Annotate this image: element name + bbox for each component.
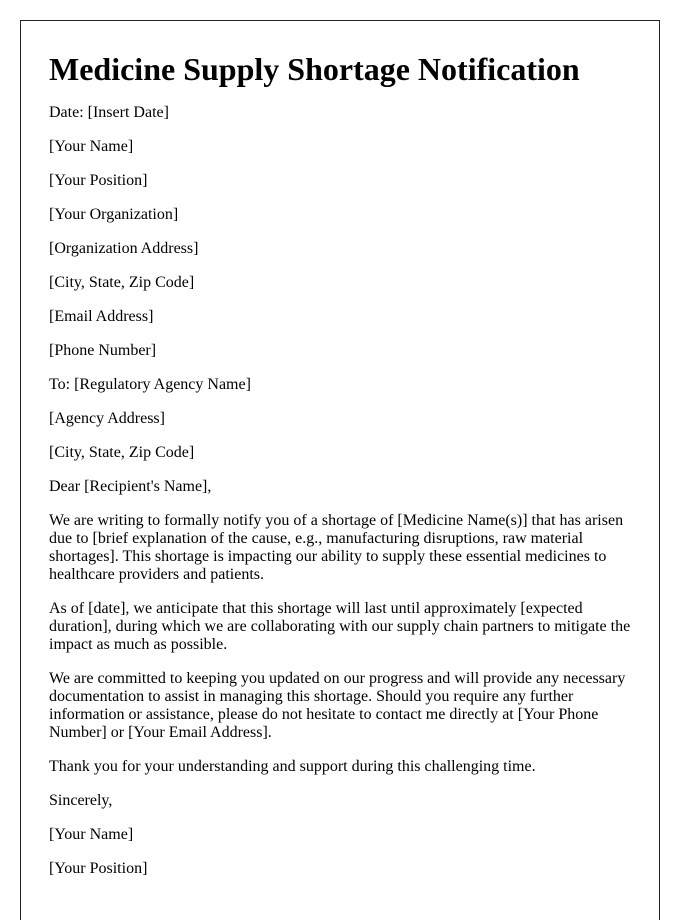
sender-address: [Organization Address] [49, 240, 199, 257]
body-paragraph-2: As of [date], we anticipate that this shortage will last until approximately [expected duration], during which we are collaborating with our supply chain partners to mitigate the impact as much as possible. [49, 600, 631, 653]
sender-name: [Your Name] [49, 138, 134, 155]
recipient-address: [Agency Address] [49, 410, 165, 427]
body-paragraph-3: We are committed to keeping you updated on our progress and will provide any necessary documentation to assist in managing this shortage. Should you require any further information or assistance, please do not hesitate to contact me directly at [Your Phone Number] or [Your Email Address]. [49, 670, 626, 741]
sender-position: [Your Position] [49, 172, 148, 189]
page-title: Medicine Supply Shortage Notification [49, 51, 580, 87]
sign-off: Sincerely, [49, 792, 113, 809]
body-paragraph-1: We are writing to formally notify you of a shortage of [Medicine Name(s)] that has arisen due to [brief explanation of the cause, e.g., manufacturing disruptions, raw material shortages]. This shortage is impacting our ability to supply these essential medicines to healthcare providers and patients. [49, 512, 624, 583]
salutation: Dear [Recipient's Name], [49, 478, 212, 495]
date-line: Date: [Insert Date] [49, 104, 169, 121]
sender-organization: [Your Organization] [49, 206, 179, 223]
sender-city-state-zip: [City, State, Zip Code] [49, 274, 195, 291]
letter-page [20, 20, 660, 920]
sender-email: [Email Address] [49, 308, 154, 325]
recipient-to-line: To: [Regulatory Agency Name] [49, 376, 251, 393]
recipient-city-state-zip: [City, State, Zip Code] [49, 444, 195, 461]
body-paragraph-4: Thank you for your understanding and support during this challenging time. [49, 758, 536, 775]
closing-name: [Your Name] [49, 826, 134, 843]
closing-position: [Your Position] [49, 860, 148, 877]
sender-phone: [Phone Number] [49, 342, 157, 359]
